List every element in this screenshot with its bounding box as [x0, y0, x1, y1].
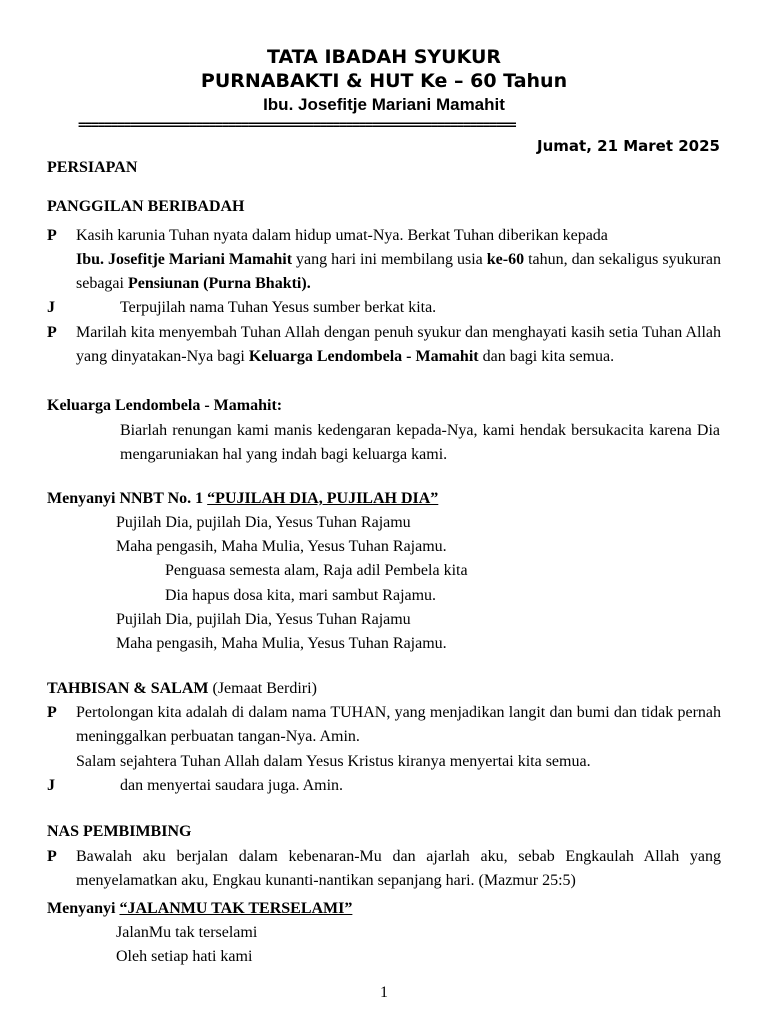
leader-p: P	[47, 227, 57, 244]
tahbisan-note: (Jemaat Berdiri)	[212, 680, 317, 697]
song1-line: Dia hapus dosa kita, mari sambut Rajamu.	[165, 587, 437, 604]
song2-title: “JALANMU TAK TERSELAMI”	[119, 900, 353, 917]
leader-p: P	[47, 324, 57, 341]
song1-line: Maha pengasih, Maha Mulia, Yesus Tuhan Rajamu.	[116, 538, 447, 555]
separator-line: ===================================================================	[78, 118, 516, 133]
song1-title: “PUJILAH DIA, PUJILAH DIA”	[207, 490, 439, 507]
song1-heading	[47, 487, 438, 511]
leader-j: J	[47, 777, 55, 794]
song2-line: Oleh setiap hati kami	[116, 948, 253, 965]
song1-prefix: Menyanyi NNBT No. 1	[47, 490, 208, 507]
song1-line: Maha pengasih, Maha Mulia, Yesus Tuhan Rajamu.	[116, 635, 447, 652]
song2-line: JalanMu tak terselami	[116, 924, 258, 941]
p1-name: Ibu. Josefitje Mariani Mamahit	[76, 251, 293, 268]
tahbisan-title: TAHBISAN & SALAM	[47, 680, 209, 697]
song1-line: Pujilah Dia, pujilah Dia, Yesus Tuhan Rajamu	[116, 514, 411, 531]
family-response: Biarlah renungan kami manis kedengaran kepada-Nya, kami hendak bersukacita karena Dia mengaruniakan hal yang indah bagi keluarga kami.	[120, 422, 720, 463]
song2-heading	[47, 897, 352, 921]
p2-text-a: Marilah kita menyembah Tuhan Allah dengan penuh syukur dan menghayati kasih setia Tuhan Allah yang dinyatakan-Nya bagi	[76, 324, 721, 365]
section-tahbisan	[47, 677, 317, 701]
tahbisan-j-text: dan menyertai saudara juga. Amin.	[120, 777, 344, 794]
tahbisan-salam: Salam sejahtera Tuhan Allah dalam Yesus Kristus kiranya menyertai kita semua.	[76, 753, 591, 770]
song1-line: Penguasa semesta alam, Raja adil Pembela kita	[165, 562, 468, 579]
section-nas: NAS PEMBIMBING	[47, 823, 192, 840]
song2-prefix: Menyanyi	[47, 900, 120, 917]
p1-text-b: yang hari ini membilang usia	[292, 251, 487, 268]
title-line-1: TATA IBADAH SYUKUR	[266, 46, 502, 68]
panggilan-j1: Terpujilah nama Tuhan Yesus sumber berkat kita.	[120, 299, 437, 316]
family-label: Keluarga Lendombela - Mamahit:	[47, 397, 283, 414]
title-line-2: PURNABAKTI & HUT Ke – 60 Tahun	[200, 70, 568, 92]
panggilan-p2	[76, 321, 721, 369]
p2-family: Keluarga Lendombela - Mamahit	[248, 348, 479, 365]
leader-p: P	[47, 704, 57, 721]
p1-text-c: tahun, dan sekaligus syukuran sebagai	[76, 251, 721, 292]
leader-j: J	[47, 299, 55, 316]
p2-text-b: dan bagi kita semua.	[478, 348, 615, 365]
panggilan-p1	[76, 224, 721, 296]
page-number: 1	[380, 984, 388, 1001]
section-panggilan: PANGGILAN BERIBADAH	[47, 198, 245, 215]
p1-age: ke-60	[486, 251, 525, 268]
tahbisan-p-text: Pertolongan kita adalah di dalam nama TUHAN, yang menjadikan langit dan bumi dan tidak pernah meninggalkan perbuatan tangan-Nya. Amin.	[76, 704, 721, 745]
nas-text: Bawalah aku berjalan dalam kebenaran-Mu dan ajarlah aku, sebab Engkaulah Allah yang menyelamatkan aku, Engkau kunanti-nantikan sepanjang hari. (Mazmur 25:5)	[76, 848, 721, 889]
date-text: Jumat, 21 Maret 2025	[537, 137, 720, 155]
section-persiapan: PERSIAPAN	[47, 159, 138, 176]
p1-pensiun: Pensiunan (Purna Bhakti).	[127, 275, 311, 292]
p1-text-a: Kasih karunia Tuhan nyata dalam hidup umat-Nya. Berkat Tuhan diberikan kepada	[76, 227, 608, 244]
title-line-3: Ibu. Josefitje Mariani Mamahit	[263, 95, 505, 114]
leader-p: P	[47, 848, 57, 865]
song1-line: Pujilah Dia, pujilah Dia, Yesus Tuhan Rajamu	[116, 611, 411, 628]
